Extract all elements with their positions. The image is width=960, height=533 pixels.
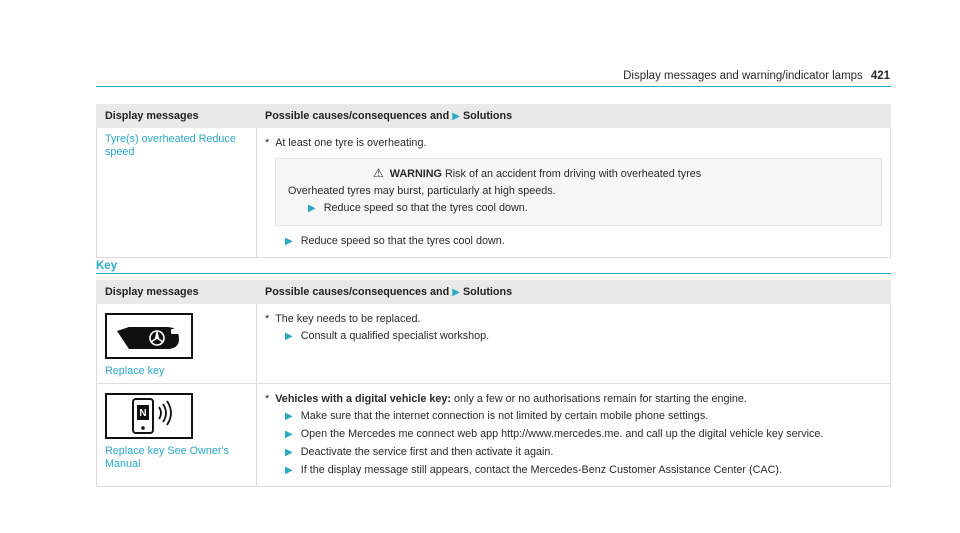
cause-cell	[257, 384, 891, 487]
warning-detail: Overheated tyres may burst, particularly at high speeds.	[288, 185, 556, 197]
cause-cell	[257, 128, 891, 258]
play-arrow-icon: ▶	[285, 331, 293, 342]
section-heading-key: Key	[96, 260, 118, 272]
display-message: Replace key See Owner's Manual	[105, 445, 229, 470]
messages-table-tyres	[96, 104, 891, 258]
header-rule	[96, 86, 891, 87]
col-header-display-messages: Display messages	[97, 281, 257, 304]
running-head-title: Display messages and warning/indicator lamps	[623, 70, 863, 82]
asterisk-icon: *	[265, 313, 270, 325]
play-arrow-icon: ▶	[285, 411, 293, 422]
cause-text: The key needs to be replaced.	[275, 313, 421, 325]
col-header-causes-solutions: Possible causes/consequences and ▶ Solutions	[257, 105, 891, 128]
section-rule	[96, 273, 891, 274]
play-arrow-icon: ▶	[285, 447, 293, 458]
play-arrow-icon: ▶	[285, 429, 293, 440]
play-arrow-icon: ▶	[308, 203, 316, 214]
warning-text: Risk of an accident from driving with overheated tyres	[444, 168, 702, 180]
action-text: Reduce speed so that the tyres cool down.	[300, 235, 505, 247]
warning-action: Reduce speed so that the tyres cool down.	[323, 202, 528, 214]
table-row	[97, 304, 891, 384]
play-arrow-icon: ▶	[285, 465, 293, 476]
message-cell	[97, 128, 257, 258]
cause-cell	[257, 304, 891, 384]
play-arrow-icon: ▶	[452, 111, 460, 122]
page-number: 421	[870, 70, 890, 82]
running-head	[623, 70, 890, 82]
action-text: Make sure that the internet connection is not limited by certain mobile phone settings.	[300, 410, 709, 422]
messages-table-key	[96, 280, 891, 487]
asterisk-icon: *	[265, 393, 270, 405]
col-header-display-messages: Display messages	[97, 105, 257, 128]
message-cell	[97, 384, 257, 487]
cause-text: At least one tyre is overheating.	[275, 137, 427, 149]
warning-title: WARNING	[389, 168, 442, 180]
table-row	[97, 128, 891, 258]
action-text: If the display message still appears, contact the Mercedes-Benz Customer Assistance Center (CAC).	[300, 464, 782, 476]
display-message: Replace key	[105, 365, 165, 377]
table-row	[97, 384, 891, 487]
col-header-causes-solutions: Possible causes/consequences and ▶ Solutions	[257, 281, 891, 304]
action-text: Consult a qualified specialist workshop.	[300, 330, 490, 342]
message-cell	[97, 304, 257, 384]
asterisk-icon: *	[265, 137, 270, 149]
action-text: Open the Mercedes me connect web app http://www.mercedes.me. and call up the digital vehicle key service.	[300, 428, 824, 440]
digital-key-phone-icon	[105, 393, 193, 439]
svg-text:N: N	[139, 408, 147, 419]
warning-triangle-icon: ⚠	[373, 166, 384, 180]
car-key-icon	[105, 313, 193, 359]
cause-bold: Vehicles with a digital vehicle key:	[275, 393, 452, 405]
play-arrow-icon: ▶	[452, 287, 460, 298]
display-message: Tyre(s) overheated Reduce speed	[105, 133, 236, 158]
cause-text: only a few or no authorisations remain for starting the engine.	[454, 393, 747, 405]
warning-box	[275, 158, 882, 226]
action-text: Deactivate the service first and then activate it again.	[300, 446, 554, 458]
play-arrow-icon: ▶	[285, 236, 293, 247]
